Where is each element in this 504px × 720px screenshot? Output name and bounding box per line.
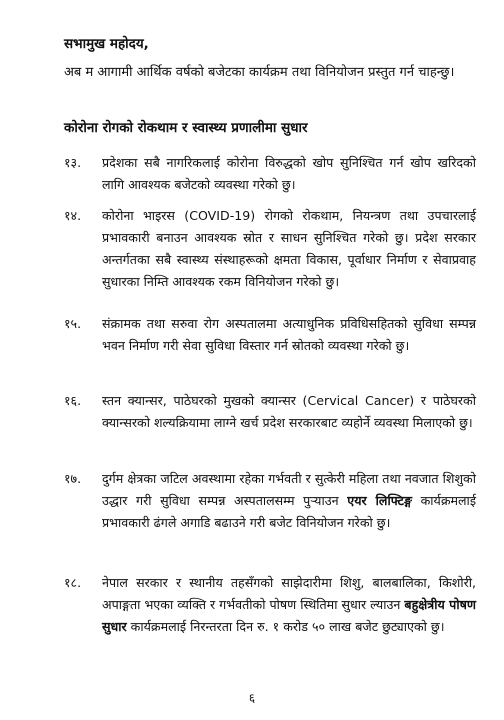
- salutation: सभामुख महोदय,: [64, 36, 149, 52]
- item-text-part: दुर्गम क्षेत्रका जटिल अवस्थामा रहेका गर्भवती र सुत्केरी महिला तथा नवजात शिशुको उद्धार गरी सुविधा सम्पन्न अस्पतालसम्म पुर्‍याउन: [102, 471, 476, 508]
- list-item: [64, 390, 476, 434]
- item-number: १४.: [64, 208, 82, 223]
- item-text: कोरोना भाइरस (COVID-19) रोगको रोकथाम, नियन्त्रण तथा उपचारलाई प्रभावकारी बनाउन आवश्यक स्रोत र साधन सुनिश्चित गरेको छु। प्रदेश सरकार अन्तर्गतका सबै स्वास्थ्य संस्थाहरूको क्षमता विकास, पूर्वाधार निर्माण र सेवाप्रवाह सुधारका निम्ति आवश्यक रकम विनियोजन गरेको छु।: [102, 208, 476, 289]
- item-text-part: कार्यक्रमलाई प्रभावकारी ढंगले अगाडि बढाउने गरी बजेट विनियोजन गरेको छु।: [102, 493, 477, 530]
- section-heading: कोरोना रोगको रोकथाम र स्वास्थ्य प्रणालीमा सुधार: [64, 120, 308, 136]
- item-text: [102, 468, 476, 534]
- list-item: [64, 313, 476, 357]
- item-text: [102, 572, 476, 638]
- item-number: १६.: [64, 393, 82, 408]
- page-number: ६: [248, 691, 256, 705]
- list-item: [64, 152, 476, 196]
- item-number: १५.: [64, 316, 82, 331]
- intro-paragraph: अब म आगामी आर्थिक वर्षको बजेटका कार्यक्रम तथा विनियोजन प्रस्तुत गर्न चाहन्छु।: [64, 65, 455, 80]
- item-text-part: कार्यक्रमलाई निरन्तरता दिन रु. १ करोड ५० लाख बजेट छुट्याएको छु।: [126, 619, 445, 634]
- item-text: प्रदेशका सबै नागरिकलाई कोरोना विरुद्धको खोप सुनिश्चित गर्न खोप खरिदको लागि आवश्यक बजेटको व्यवस्था गरेको छु।: [102, 155, 476, 192]
- item-number: १३.: [64, 155, 82, 170]
- item-text: स्तन क्यान्सर, पाठेघरको मुखको क्यान्सर (Cervical Cancer) र पाठेघरको क्यान्सरको शल्यक्रियामा लाग्ने खर्च प्रदेश सरकारबाट व्यहोर्ने व्यवस्था मिलाएको छु।: [102, 393, 476, 430]
- list-item: [64, 572, 476, 638]
- item-text-part: नेपाल सरकार र स्थानीय तहसँगको साझेदारीमा शिशु, बालबालिका, किशोरी, अपाङ्गता भएका व्यक्ति र गर्भवतीको पोषण स्थितिमा सुधार ल्याउन: [102, 575, 476, 612]
- list-item: [64, 468, 476, 534]
- item-text: संक्रामक तथा सरुवा रोग अस्पतालमा अत्याधुनिक प्रविधिसहितको सुविधा सम्पन्न भवन निर्माण गरी सेवा सुविधा विस्तार गर्न स्रोतको व्यवस्था गरेको छु।: [102, 316, 476, 353]
- item-number: १७.: [64, 471, 82, 486]
- item-bold-term: बहुक्षेत्रीय पोषण सुधार: [102, 597, 476, 634]
- item-bold-term: एयर लिफ्टिङ्ग: [347, 493, 412, 508]
- item-number: १८.: [64, 575, 82, 590]
- list-item: [64, 205, 476, 293]
